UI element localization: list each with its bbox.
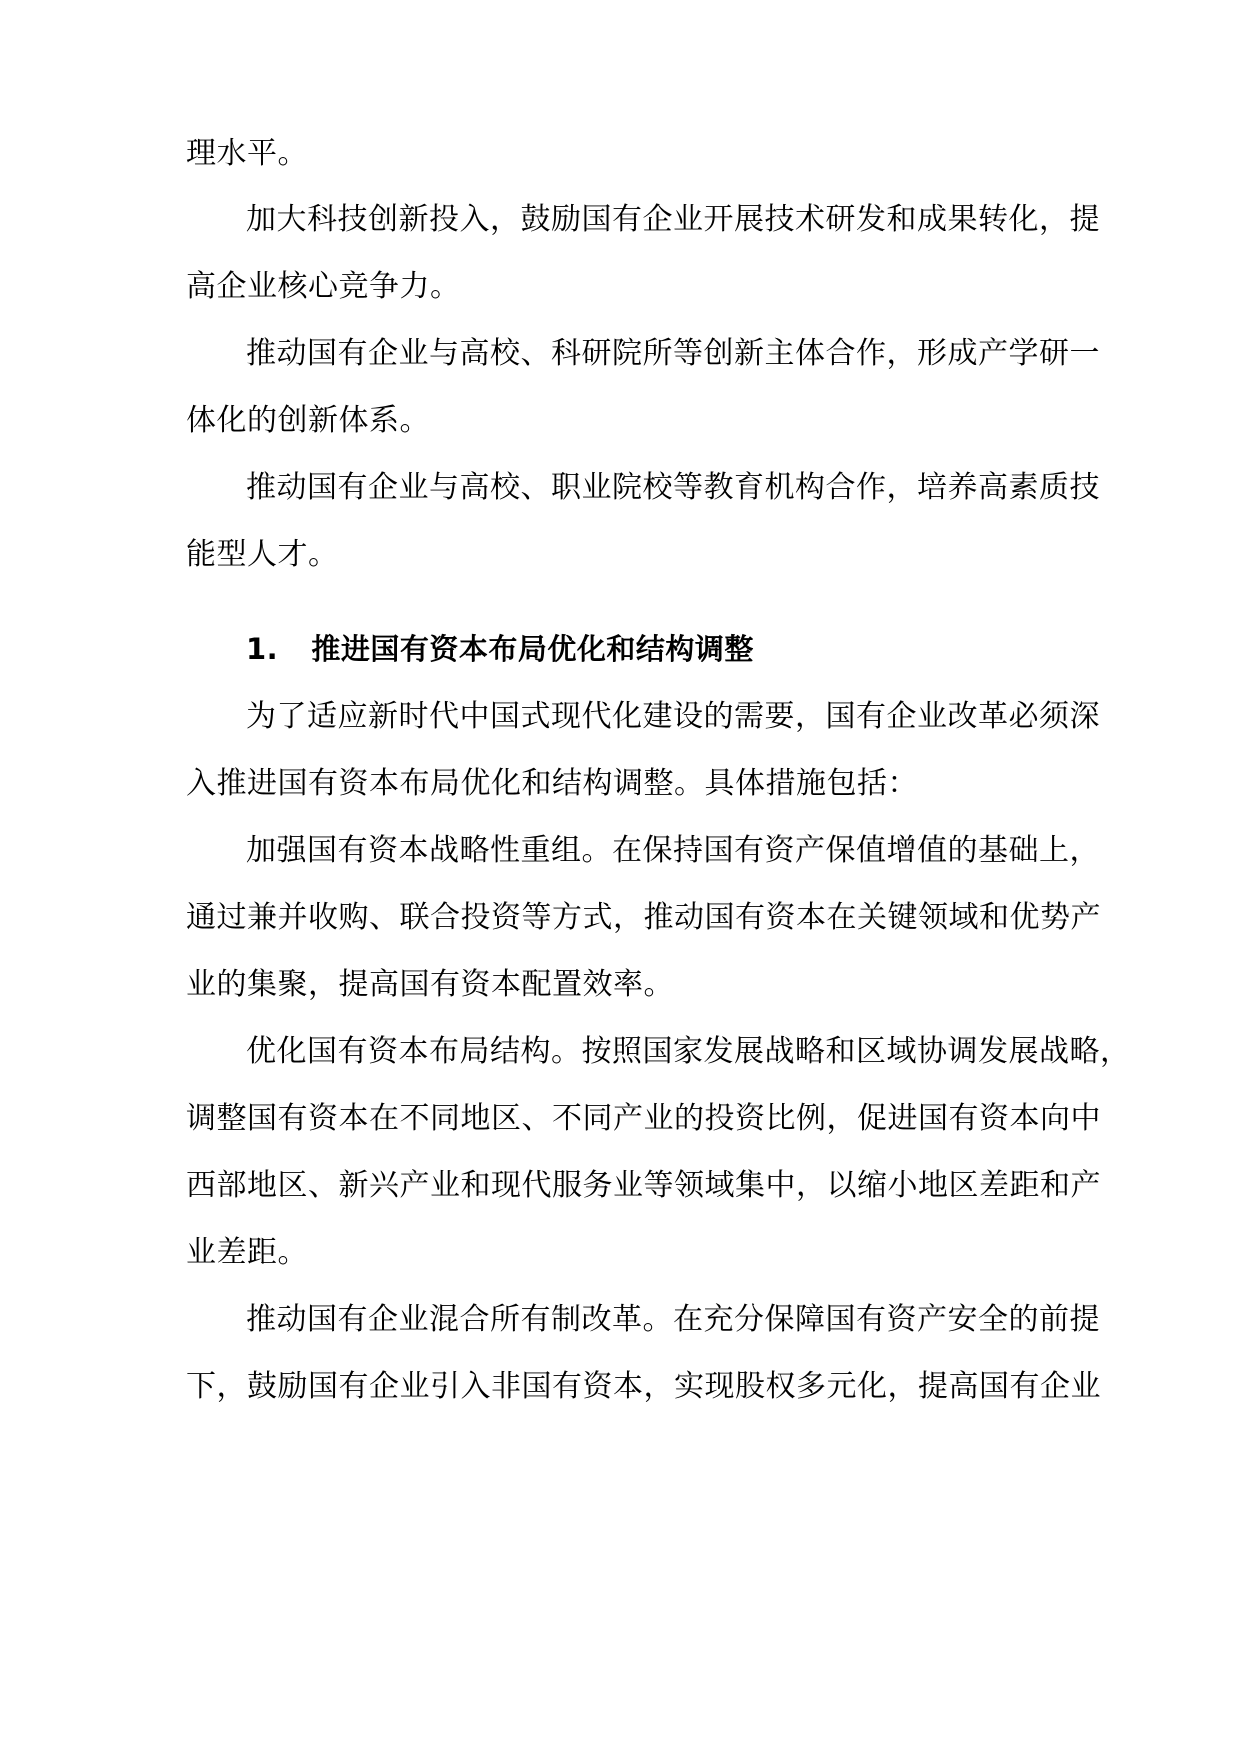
section-heading-number: 1. <box>246 632 279 666</box>
section-paragraph-3-line-4: 业差距。 <box>186 1235 308 1270</box>
section-paragraph-2-line-2: 通过兼并收购、联合投资等方式，推动国有资本在关键领域和优势产 <box>186 900 1101 935</box>
section-paragraph-4-line-1: 推动国有企业混合所有制改革。在充分保障国有资产安全的前提 <box>246 1302 1100 1337</box>
section-paragraph-4-line-2: 下，鼓励国有企业引入非国有资本，实现股权多元化，提高国有企业 <box>186 1369 1101 1404</box>
section-heading <box>246 629 754 669</box>
continuation-line-1: 理水平。 <box>186 136 308 171</box>
paragraph-3-line-2: 能型人才。 <box>186 537 339 572</box>
paragraph-1-line-2: 高企业核心竞争力。 <box>186 269 461 304</box>
section-paragraph-1-line-1: 为了适应新时代中国式现代化建设的需要，国有企业改革必须深 <box>246 699 1100 734</box>
paragraph-2-line-2: 体化的创新体系。 <box>186 403 430 438</box>
section-paragraph-2-line-1: 加强国有资本战略性重组。在保持国有资产保值增值的基础上， <box>246 833 1100 868</box>
paragraph-1-line-1: 加大科技创新投入，鼓励国有企业开展技术研发和成果转化，提 <box>246 202 1100 237</box>
section-paragraph-1-line-2: 入推进国有资本布局优化和结构调整。具体措施包括： <box>186 766 918 801</box>
section-paragraph-2-line-3: 业的集聚，提高国有资本配置效率。 <box>186 967 674 1002</box>
section-paragraph-3-line-1: 优化国有资本布局结构。按照国家发展战略和区域协调发展战略， <box>246 1034 1131 1069</box>
paragraph-2-line-1: 推动国有企业与高校、科研院所等创新主体合作，形成产学研一 <box>246 336 1100 371</box>
section-paragraph-3-line-2: 调整国有资本在不同地区、不同产业的投资比例，促进国有资本向中 <box>186 1101 1101 1136</box>
section-heading-title: 推进国有资本布局优化和结构调整 <box>311 632 754 666</box>
section-paragraph-3-line-3: 西部地区、新兴产业和现代服务业等领域集中，以缩小地区差距和产 <box>186 1168 1101 1203</box>
paragraph-3-line-1: 推动国有企业与高校、职业院校等教育机构合作，培养高素质技 <box>246 470 1100 505</box>
